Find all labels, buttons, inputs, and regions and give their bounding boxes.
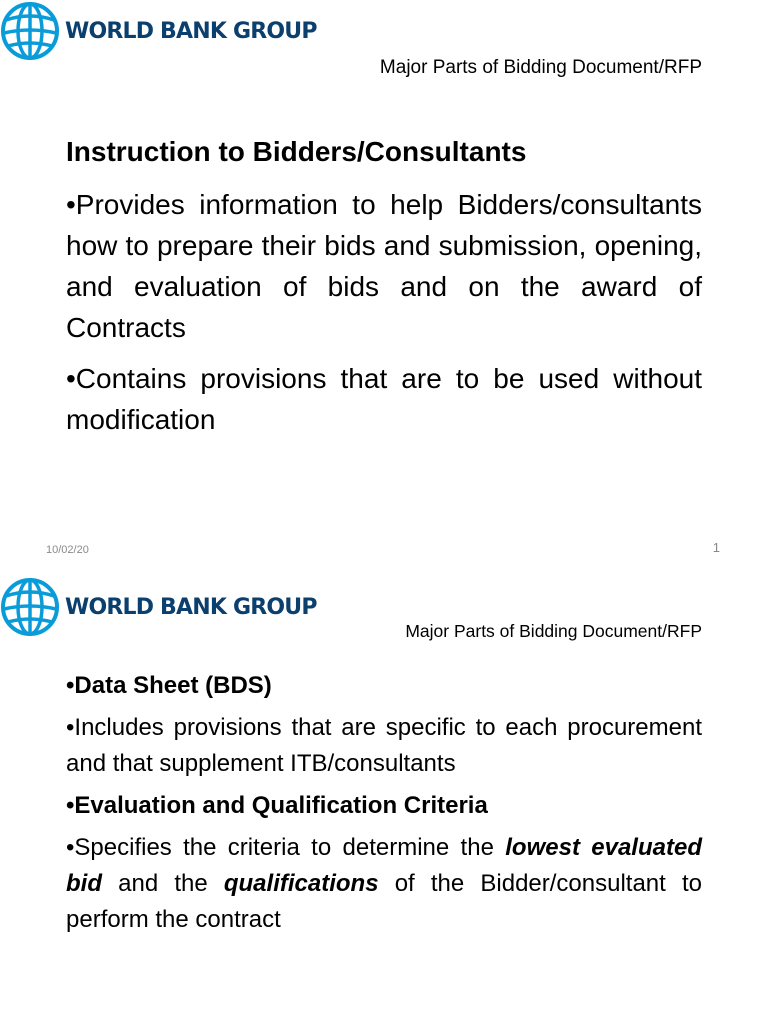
- slide-2: [0, 576, 768, 1024]
- slide-body: [66, 134, 702, 450]
- brand-name: WORLD BANK GROUP: [65, 594, 317, 620]
- text-segment: •Specifies the criteria to determine the: [66, 834, 506, 861]
- bullet-contains: •Contains provisions that are to be used without modification: [66, 363, 702, 436]
- slide-subtitle: Major Parts of Bidding Document/RFP: [405, 621, 702, 641]
- text-segment: of the Bidder/consultant to perform the contract: [66, 870, 702, 933]
- brand-name: WORLD BANK GROUP: [65, 18, 317, 44]
- emphasis-lowest-evaluated-bid: lowest evaluated bid: [66, 834, 702, 897]
- page-number: 1: [712, 540, 720, 555]
- heading-data-sheet: •Data Sheet (BDS): [66, 672, 272, 699]
- bullet-provides: •Provides information to help Bidders/consultants how to prepare their bids and submission, opening, and evaluation of bids and on the award of Contracts: [66, 189, 702, 344]
- bullet-includes: •Includes provisions that are specific to each procurement and that supplement ITB/consultants: [66, 714, 702, 777]
- slide-date: 10/02/20: [46, 544, 89, 556]
- text-segment: and the: [102, 870, 224, 897]
- emphasis-qualifications: qualifications: [223, 870, 379, 897]
- globe-icon: [0, 0, 62, 62]
- world-bank-logo: [0, 0, 317, 62]
- slide-subtitle: Major Parts of Bidding Document/RFP: [379, 57, 702, 78]
- globe-icon: [0, 576, 62, 638]
- world-bank-logo: [0, 576, 317, 638]
- section-heading: Instruction to Bidders/Consultants: [66, 136, 527, 167]
- heading-evaluation-criteria: •Evaluation and Qualification Criteria: [66, 792, 488, 819]
- bullet-specifies: [66, 830, 702, 938]
- slide-body: [66, 668, 702, 944]
